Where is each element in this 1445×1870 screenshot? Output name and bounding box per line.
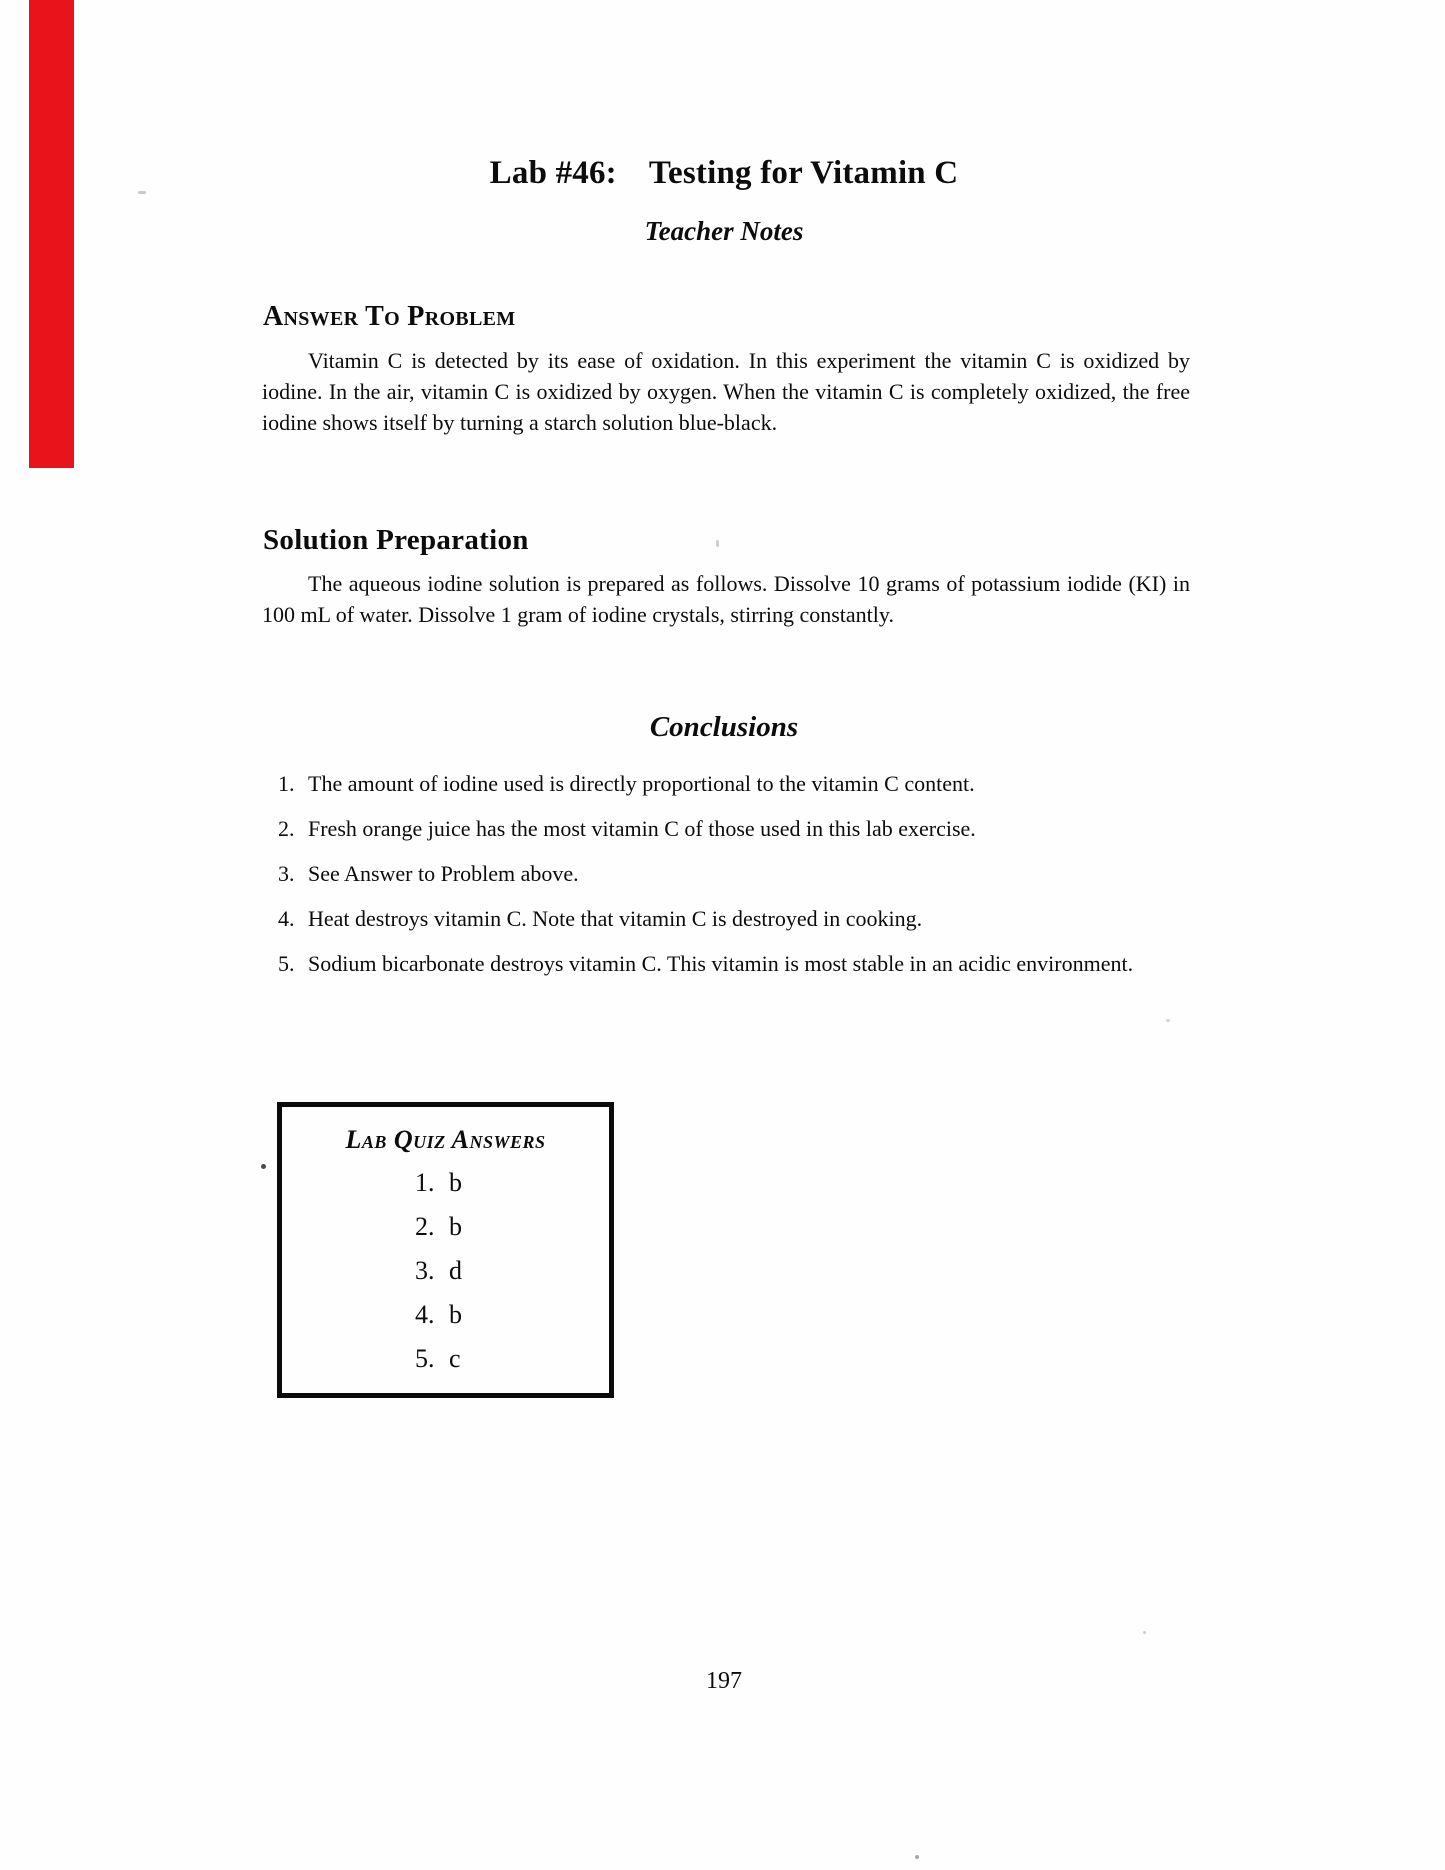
lab-title-text: Testing for Vitamin C (648, 155, 959, 191)
quiz-answer-letter: d (449, 1256, 462, 1285)
quiz-answer-number: 5. (415, 1344, 435, 1373)
item-number: 3. (278, 861, 295, 886)
list-item (278, 903, 1190, 934)
scan-artifact (261, 1164, 266, 1169)
quiz-answer-letter: b (449, 1300, 462, 1329)
scan-artifact (915, 1855, 919, 1859)
heading-answer-to-problem: Answer To Problem (263, 301, 516, 332)
item-text: Sodium bicarbonate destroys vitamin C. This vitamin is most stable in an acidic environment. (308, 951, 1134, 976)
paragraph-solution-preparation: The aqueous iodine solution is prepared as follows. Dissolve 10 grams of potassium iodide (KI) in 100 mL of water. Dissolve 1 gram of iodine crystals, stirring constantly. (262, 571, 1190, 627)
quiz-answers-list (415, 1169, 609, 1373)
heading-solution-preparation: Solution Preparation (263, 524, 529, 556)
list-item (278, 948, 1190, 979)
quiz-answer-row (415, 1213, 609, 1241)
scan-artifact (138, 191, 146, 194)
page-title (230, 155, 1218, 192)
quiz-answer-number: 2. (415, 1212, 435, 1241)
paragraph-answer-to-problem: Vitamin C is detected by its ease of oxidation. In this experiment the vitamin C is oxidized by iodine. In the air, vitamin C is oxidized by oxygen. When the vitamin C is completely oxidized, the free iodine shows itself by turning a starch solution blue-black. (262, 348, 1190, 435)
item-text: The amount of iodine used is directly proportional to the vitamin C content. (308, 771, 975, 796)
item-number: 4. (278, 906, 295, 931)
heading-conclusions: Conclusions (649, 711, 799, 743)
quiz-answer-letter: c (449, 1344, 461, 1373)
quiz-answer-letter: b (449, 1212, 462, 1241)
lab-quiz-answers-box (277, 1102, 614, 1398)
item-text: Fresh orange juice has the most vitamin C of those used in this lab exercise. (308, 816, 976, 841)
list-item (278, 768, 1190, 799)
item-number: 5. (278, 951, 295, 976)
quiz-answer-row (415, 1257, 609, 1285)
quiz-answer-row (415, 1345, 609, 1373)
quiz-answer-number: 1. (415, 1168, 435, 1197)
scan-artifact (716, 540, 719, 547)
conclusions-list (278, 768, 1190, 993)
quiz-answer-number: 4. (415, 1300, 435, 1329)
item-text: Heat destroys vitamin C. Note that vitamin C is destroyed in cooking. (308, 906, 923, 931)
scan-artifact (1166, 1019, 1170, 1022)
item-number: 2. (278, 816, 295, 841)
item-text: See Answer to Problem above. (308, 861, 579, 886)
lab-number-label: Lab #46: (489, 155, 617, 191)
page-number: 197 (706, 1668, 742, 1694)
quiz-box-title: Lab Quiz Answers (345, 1125, 546, 1154)
quiz-answer-row (415, 1301, 609, 1329)
scan-artifact (1143, 1631, 1146, 1634)
list-item (278, 813, 1190, 844)
quiz-answer-number: 3. (415, 1256, 435, 1285)
item-number: 1. (278, 771, 295, 796)
scan-edge-red-stripe (29, 0, 74, 468)
list-item (278, 858, 1190, 889)
quiz-answer-letter: b (449, 1168, 462, 1197)
subtitle-teacher-notes: Teacher Notes (644, 216, 804, 246)
quiz-answer-row (415, 1169, 609, 1197)
